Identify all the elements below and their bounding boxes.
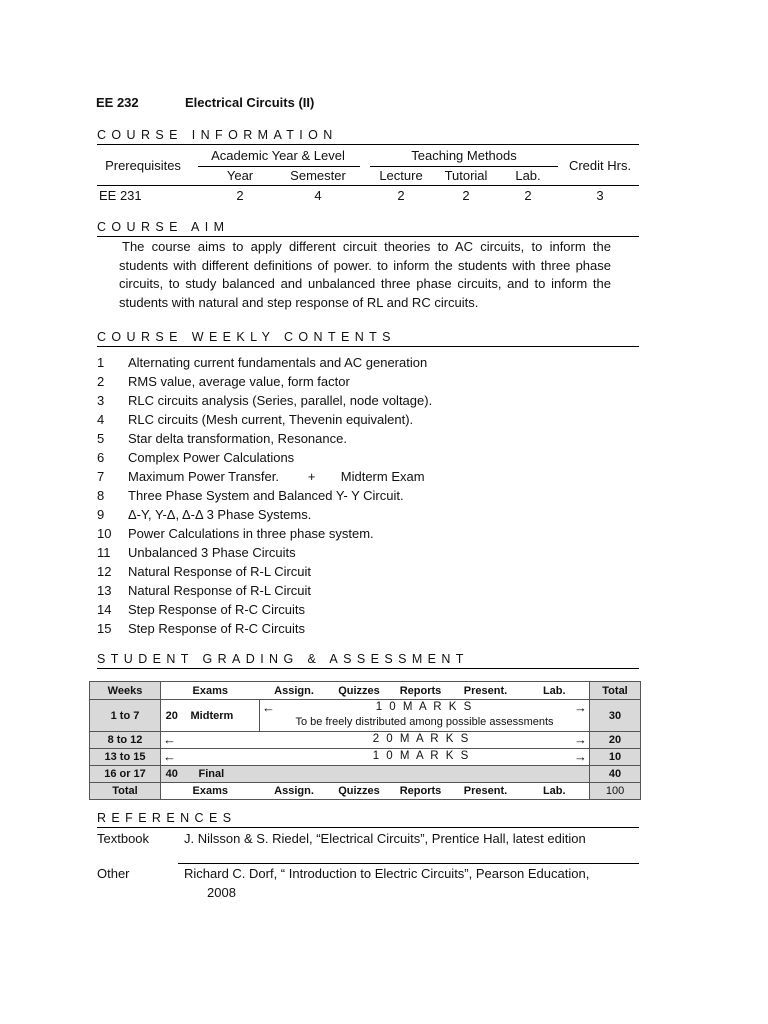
grade-header-lab: Lab. [520,682,590,700]
grade-midterm-value: 20 [161,700,183,732]
arrow-right-icon: → [574,700,588,715]
lab-value: 2 [524,188,532,203]
grade-total-16-17: 40 [590,766,641,783]
week-number: 13 [97,583,112,598]
teaching-divider [370,166,558,167]
credit-value: 3 [596,188,604,203]
grade-row-total [90,783,641,800]
week-item [97,564,311,579]
week-number: 6 [97,450,105,465]
week-topic: Δ-Y, Y-Δ, Δ-Δ 3 Phase Systems. [128,507,312,522]
distribution-note: To be freely distributed among possible assessments [295,716,554,728]
week-number: 11 [97,545,111,560]
week-topic: RLC circuits analysis (Series, parallel, node voltage). [128,393,433,408]
arrow-right-icon: → [574,749,588,764]
arrow-left-icon: ← [262,700,276,715]
week-number: 10 [97,526,112,541]
grade-weeks-1-7: 1 to 7 [90,700,161,732]
info-row-divider [97,185,639,186]
grade-total-13-15: 10 [590,749,641,766]
marks-text: 2 0 M A R K S [372,733,471,745]
grade-row-16-or-17 [90,766,641,783]
week-topic: Unbalanced 3 Phase Circuits [128,545,296,560]
week-item [97,583,311,598]
grade-weeks-13-15: 13 to 15 [90,749,161,766]
section-references: REFERENCES [97,811,639,828]
week-item [97,602,305,617]
grade-header-weeks: Weeks [90,682,161,700]
week-number: 9 [97,507,105,522]
week-topic: Power Calculations in three phase system. [128,526,374,541]
grading-table [89,681,641,800]
grade-final-value: 40 [161,766,183,783]
year-header: Year [226,168,254,183]
grade-header-quizzes: Quizzes [329,682,390,700]
week-topic: RMS value, average value, form factor [128,374,350,389]
marks-text: 1 0 M A R K S [372,750,471,762]
grade-footer-quizzes: Quizzes [329,783,390,800]
grade-header-present: Present. [452,682,520,700]
grade-total-sum: 100 [590,783,641,800]
course-code: EE 232 [96,95,139,110]
week-topic: RLC circuits (Mesh current, Thevenin equivalent). [128,412,414,427]
grade-midterm-label: Midterm [183,700,260,732]
grade-footer-present: Present. [452,783,520,800]
credit-hours-header: Credit Hrs. [568,158,632,173]
grade-header-assign: Assign. [260,682,329,700]
week-topic: Step Response of R-C Circuits [128,602,306,617]
week-number: 12 [97,564,112,579]
grade-final-label: Final [183,766,590,783]
week-item [97,507,311,522]
week-item [97,374,350,389]
semester-header: Semester [290,168,346,183]
week-number: 5 [97,431,105,446]
week-topic: Complex Power Calculations [128,450,295,465]
week-topic: Alternating current fundamentals and AC generation [128,355,428,370]
week-item [97,526,374,541]
grade-footer-reports: Reports [390,783,452,800]
grade-weeks-total: Total [90,783,161,800]
grade-row-13-to-15 [90,749,641,766]
section-course-aim: COURSE AIM [97,220,639,237]
section-weekly-contents: COURSE WEEKLY CONTENTS [97,330,639,347]
grade-row-1-to-7 [90,700,641,732]
week-item [97,450,294,465]
arrow-right-icon: → [574,732,588,747]
grade-header-exams: Exams [161,682,260,700]
grade-total-8-12: 20 [590,732,641,749]
lecture-header: Lecture [379,168,423,183]
week-number: 7 [97,469,105,484]
arrow-left-icon: ← [163,732,176,747]
week-number: 4 [97,412,105,427]
reference-divider [178,863,639,864]
section-course-information: COURSE INFORMATION [97,128,639,145]
other-reference-line2: 2008 [207,885,236,900]
week-number: 1 [97,355,105,370]
grade-footer-lab: Lab. [520,783,590,800]
semester-value: 4 [314,188,322,203]
week-topic: Natural Response of R-L Circuit [128,564,312,579]
tutorial-value: 2 [462,188,470,203]
course-title: Electrical Circuits (II) [185,95,315,110]
year-value: 2 [236,188,244,203]
prerequisite-value: EE 231 [99,188,142,203]
other-reference-line1: Richard C. Dorf, “ Introduction to Electric Circuits”, Pearson Education, [184,866,590,881]
week-topic: Maximum Power Transfer. + Midterm Exam [128,469,425,484]
week-item [97,412,413,427]
textbook-reference: J. Nilsson & S. Riedel, “Electrical Circuits”, Prentice Hall, latest edition [184,831,586,846]
academic-divider [198,166,360,167]
week-item [97,393,432,408]
lab-header: Lab. [515,168,541,183]
week-item [97,469,425,484]
marks-text: 1 0 M A R K S [375,701,474,713]
grade-marks-cell-2 [161,732,590,749]
week-number: 3 [97,393,105,408]
course-aim-text: The course aims to apply different circuit theories to AC circuits, to inform the students with different definitions of power. to inform the students with three phase circuits, to study balanced and unbalanced three phase circuits, and to inform the students with natural and step response of RL and RC circuits. [119,239,611,310]
week-item [97,431,347,446]
prerequisites-header: Prerequisites [105,158,181,173]
teaching-methods-header: Teaching Methods [411,148,517,163]
lecture-value: 2 [397,188,405,203]
grade-footer-assign: Assign. [260,783,329,800]
grade-marks-cell-3 [161,749,590,766]
grade-weeks-16-17: 16 or 17 [90,766,161,783]
week-number: 14 [97,602,112,617]
week-topic: Natural Response of R-L Circuit [128,583,312,598]
grade-header-total: Total [590,682,641,700]
week-item [97,621,305,636]
grade-total-1-7: 30 [590,700,641,732]
arrow-left-icon: ← [163,749,176,764]
grade-header-reports: Reports [390,682,452,700]
academic-year-header: Academic Year & Level [211,148,345,163]
textbook-label: Textbook [97,831,150,846]
tutorial-header: Tutorial [444,168,488,183]
grade-marks-cell-1 [260,700,590,732]
week-number: 2 [97,374,105,389]
section-grading: STUDENT GRADING & ASSESSMENT [97,652,639,669]
grade-weeks-8-12: 8 to 12 [90,732,161,749]
week-topic: Star delta transformation, Resonance. [128,431,347,446]
week-item [97,488,404,503]
week-topic: Three Phase System and Balanced Y- Y Circuit. [128,488,404,503]
grade-footer-exams: Exams [161,783,260,800]
week-number: 8 [97,488,105,503]
week-number: 15 [97,621,112,636]
week-item [97,545,296,560]
other-label: Other [97,866,130,881]
week-item [97,355,427,370]
week-topic: Step Response of R-C Circuits [128,621,306,636]
grade-row-8-to-12 [90,732,641,749]
